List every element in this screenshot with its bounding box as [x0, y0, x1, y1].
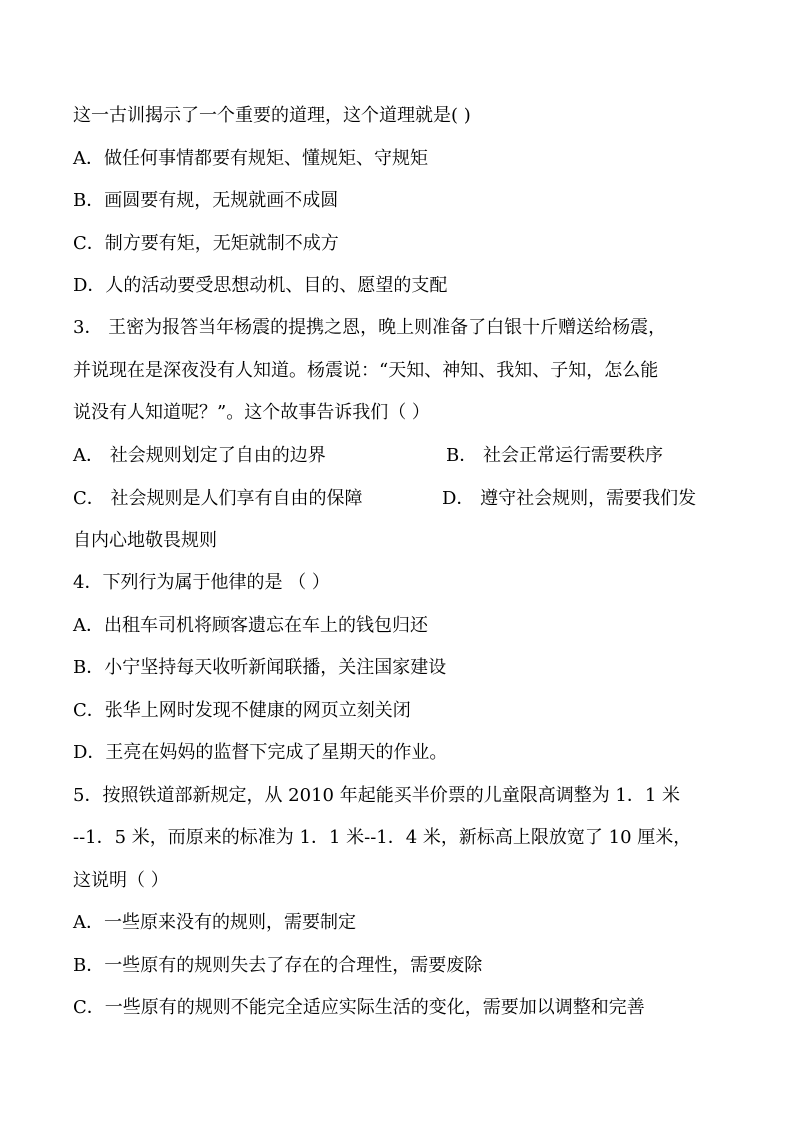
question-2-option-d: D．人的活动要受思想动机、目的、愿望的支配	[73, 275, 448, 296]
question-5-option-a: A．一些原来没有的规则，需要制定	[73, 912, 356, 933]
question-5-option-b: B．一些原有的规则失去了存在的合理性，需要废除	[73, 955, 483, 976]
question-3-option-a: A． 社会规则划定了自由的边界	[73, 445, 326, 466]
question-3-stem-line-1: 3． 王密为报答当年杨震的提携之恩，晚上则准备了白银十斤赠送给杨震，	[73, 317, 667, 338]
question-2-option-c: C．制方要有矩，无矩就制不成方	[73, 233, 339, 254]
question-4-option-b: B．小宁坚持每天收听新闻联播，关注国家建设	[73, 657, 447, 678]
question-5-stem-line-3: 这说明（ ）	[73, 870, 169, 891]
question-3-stem-line-2: 并说现在是深夜没有人知道。杨震说：“天知、神知、我知、子知，怎么能	[73, 360, 659, 381]
question-3-option-d-continued: 自内心地敬畏规则	[73, 530, 217, 551]
question-2-stem-tail: 这一古训揭示了一个重要的道理，这个道理就是( )	[73, 105, 471, 126]
question-2-option-b: B．画圆要有规，无规就画不成圆	[73, 190, 339, 211]
question-3-option-d: D． 遵守社会规则，需要我们发	[442, 488, 697, 509]
question-4-option-d: D．王亮在妈妈的监督下完成了星期天的作业。	[73, 742, 448, 763]
question-3-option-b: B． 社会正常运行需要秩序	[446, 445, 663, 466]
question-5-stem-line-2: --1．5 米，而原来的标准为 1．1 米--1．4 米，新标高上限放宽了 10 厘米，	[73, 827, 692, 848]
question-3-option-c: C． 社会规则是人们享有自由的保障	[73, 488, 363, 509]
question-5-option-c: C．一些原有的规则不能完全适应实际生活的变化，需要加以调整和完善	[73, 997, 645, 1018]
question-2-option-a: A．做任何事情都要有规矩、懂规矩、守规矩	[73, 148, 428, 169]
question-5-stem-line-1: 5．按照铁道部新规定，从 2010 年起能买半价票的儿童限高调整为 1．1 米	[73, 785, 681, 806]
question-4-option-a: A．出租车司机将顾客遗忘在车上的钱包归还	[73, 615, 428, 636]
question-4-option-c: C．张华上网时发现不健康的网页立刻关闭	[73, 700, 411, 721]
question-3-stem-line-3: 说没有人知道呢？”。这个故事告诉我们（ ）	[73, 402, 430, 423]
question-4-stem: 4．下列行为属于他律的是 （ ）	[73, 572, 330, 593]
